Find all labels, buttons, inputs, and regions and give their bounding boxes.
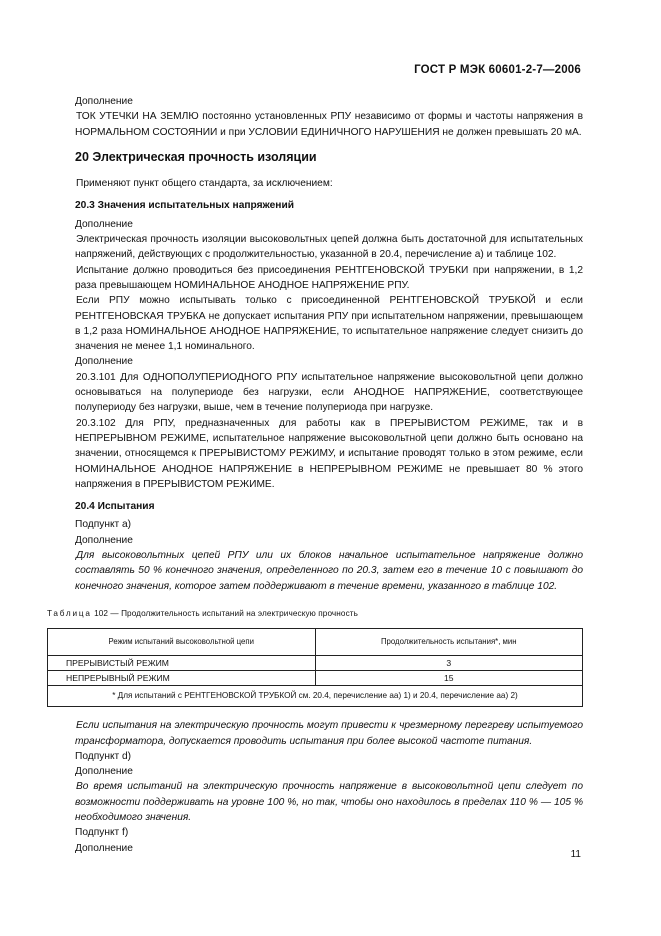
subclause-f-label: Подпункт f) [75,827,129,839]
addition-label: Дополнение [75,534,133,546]
paragraph-dielectric-strength: Электрическая прочность изоляции высоковольтных цепей должна быть достаточной для испытательных напряжений, действующих с продолжительностью, указанной в 20.4, перечисление а) и таблице 102. [75,234,583,261]
clause-20-3-102: 20.3.102 Для РПУ, предназначенных для работы как в ПРЕРЫВИСТОМ РЕЖИМЕ, так и в НЕПРЕРЫВНОМ РЕЖИМЕ, испытательное напряжение высоковольтной цепи должно быть основано на значении, относящемся к ПРЕРЫВИСТОМУ РЕЖИМУ, и испытание проводят только в этом режиме, если НОМИНАЛЬНОЕ АНОДНОЕ НАПРЯЖЕНИЕ в НЕПРЕРЫВНОМ РЕЖИМЕ не превышает 80 % этого напряжения в ПРЕРЫВИСТОМ РЕЖИМЕ. [75,417,583,490]
cell-duration: 3 [315,656,583,671]
cell-mode: НЕПРЕРЫВНЫЙ РЕЖИМ [48,671,316,686]
subclause-a-label: Подпункт а) [75,519,132,531]
addition-label: Дополнение [75,766,133,778]
page-number: 11 [570,849,581,860]
addition-label: Дополнение [75,842,133,854]
section-20-intro: Применяют пункт общего стандарта, за исключением: [76,178,333,190]
table-header-row [48,629,583,656]
cell-duration: 15 [315,671,583,686]
addition-label: Дополнение [75,356,133,368]
clause-20-3-101: 20.3.101 Для ОДНОПОЛУПЕРИОДНОГО РПУ испытательное напряжение высоковольтной цепи должно основываться на полупериоде без нагрузки, если АНОДНОЕ НАПРЯЖЕНИЕ, соответствующее полупериоду без нагрузки, выше, чем в течение полупериода при нагрузке. [75,371,583,414]
table-102 [47,628,583,707]
subclause-d-label: Подпункт d) [75,750,132,762]
subsection-20-4-heading: 20.4 Испытания [75,501,155,513]
paragraph-overheating: Если испытания на электрическую прочность могут привести к чрезмерному перегреву испытуемого трансформатора, допускается проводить испытания при более высокой частоте питания. [75,720,583,747]
section-20-heading: 20 Электрическая прочность изоляции [75,149,317,164]
addition-label: Дополнение [75,218,133,230]
table-caption-word: Таблица [47,608,92,618]
subsection-20-3-heading: 20.3 Значения испытательных напряжений [75,200,294,212]
paragraph-test-with-tube: Если РПУ можно испытывать только с присоединенной РЕНТГЕНОВСКОЙ ТРУБКОЙ и если РЕНТГЕНОВСКАЯ ТРУБКА не допускает испытания РПУ при испытательном напряжении, превышающем в 1,2 раза НОМИНАЛЬНОЕ АНОДНОЕ НАПРЯЖЕНИЕ, то испытательное напряжение следует снизить до значения не менее 1,1 номинального. [75,295,583,353]
addition-label: Дополнение [75,96,133,107]
paragraph-voltage-maintenance: Во время испытаний на электрическую прочность напряжение в высоковольтной цепи следует по возможности поддерживать на уровне 100 %, но так, чтобы оно находилось в пределах 110 % — 105 % необходимого значения. [75,781,583,823]
table-caption [47,606,583,621]
table-footnote: * Для испытаний с РЕНТГЕНОВСКОЙ ТРУБКОЙ см. 20.4, перечисление аа) 1) и 20.4, перечисление аа) 2) [48,686,583,707]
cell-mode: ПРЕРЫВИСТЫЙ РЕЖИМ [48,656,316,671]
column-header-duration: Продолжительность испытания*, мин [315,629,583,656]
paragraph-test-without-tube: Испытание должно проводиться без присоединения РЕНТГЕНОВСКОЙ ТРУБКИ при напряжении, в 1,2 раза превышающем НОМИНАЛЬНОЕ АНОДНОЕ НАПРЯЖЕНИЕ РПУ. [75,264,583,291]
column-header-mode: Режим испытаний высоковольтной цепи [48,629,316,656]
table-footnote-row [48,686,583,707]
leakage-current-paragraph: ТОК УТЕЧКИ НА ЗЕМЛЮ постоянно установленных РПУ независимо от формы и частоты напряжения в НОРМАЛЬНОМ СОСТОЯНИИ и при УСЛОВИИ ЕДИНИЧНОГО НАРУШЕНИЯ не должен превышать 20 мА. [75,111,583,138]
document-code-header: ГОСТ Р МЭК 60601-2-7—2006 [414,64,581,76]
page-content [47,94,583,856]
paragraph-initial-voltage: Для высоковольтных цепей РПУ или их блоков начальное испытательное напряжение должно составлять 50 % конечного значения, определенного по 20.3, затем его в течение 10 с повышают до конечного значения, которое затем поддерживают в течение времени, указанного в таблице 102. [75,550,583,592]
table-row [48,656,583,671]
table-row [48,671,583,686]
table-caption-text: 102 — Продолжительность испытаний на электрическую прочность [94,608,358,618]
